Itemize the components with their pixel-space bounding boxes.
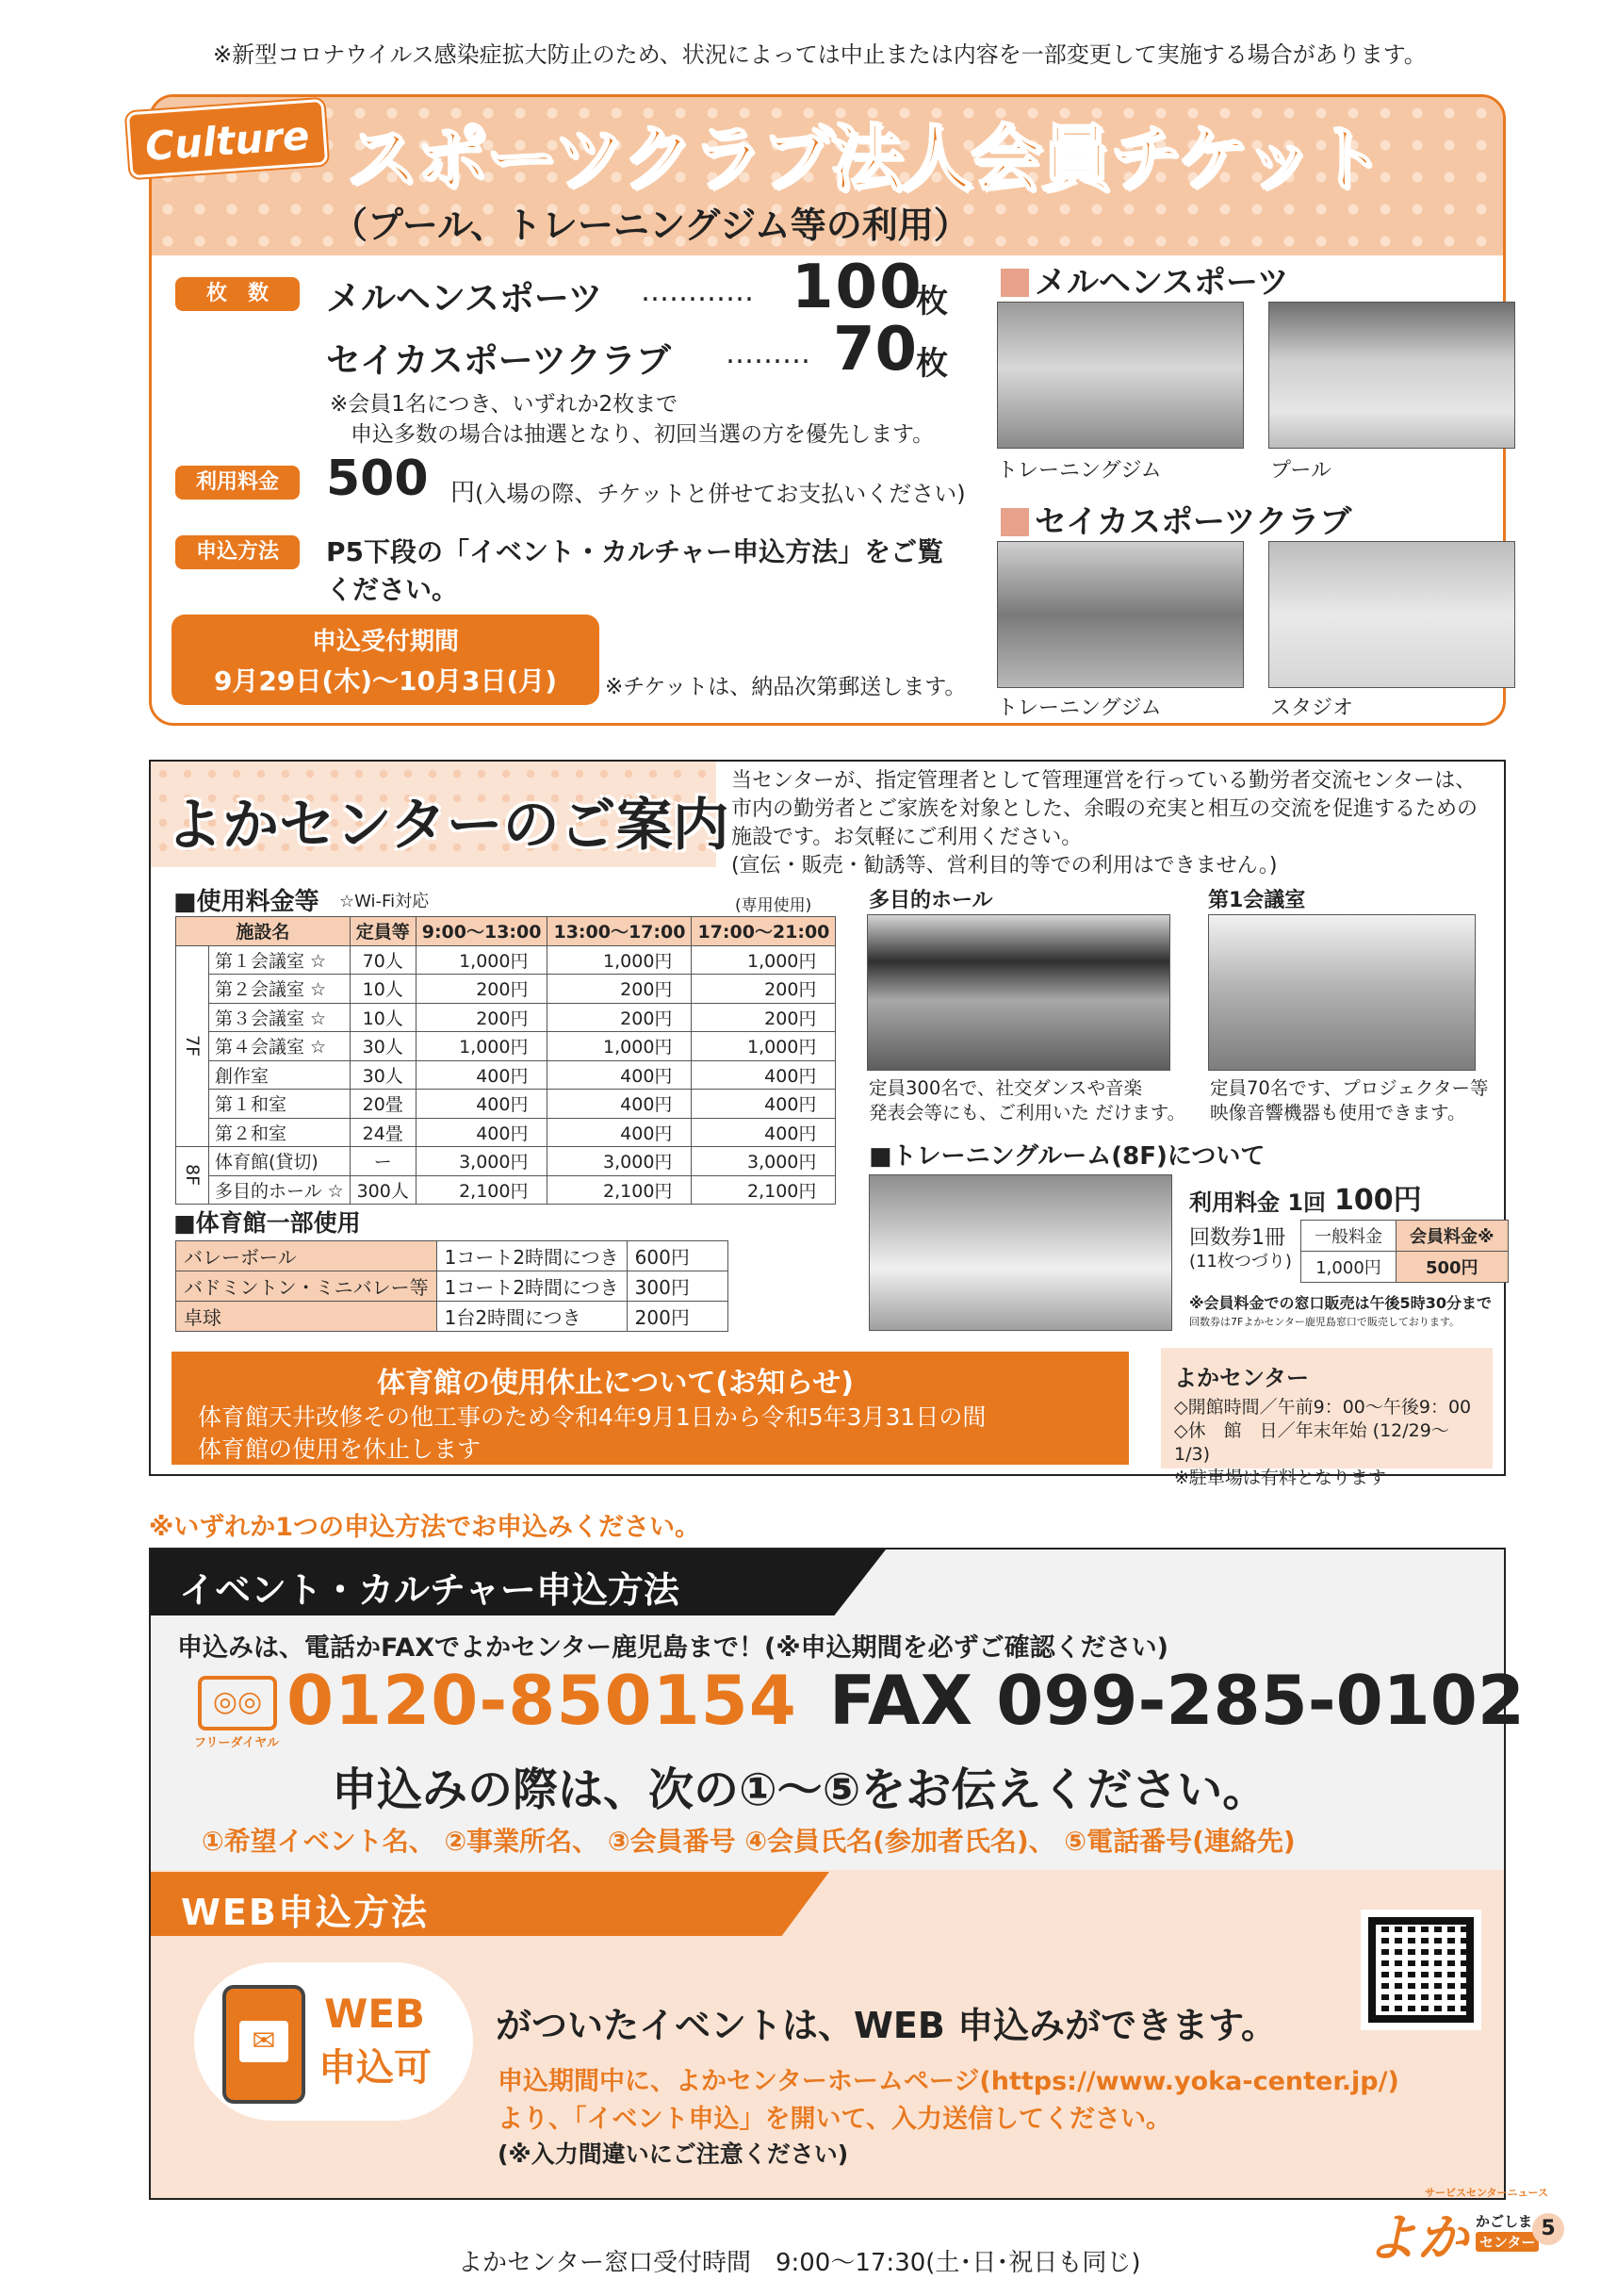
phone-number: 0120-850154 (286, 1661, 797, 1740)
photo-heading-seika (1001, 496, 1351, 542)
culture-subtitle: （プール、トレーニングジム等の利用） (332, 205, 970, 246)
table-cell: 400円 (692, 1090, 836, 1119)
caption-seika-gym: トレーニングジム (997, 697, 1162, 720)
table-cell: 第４会議室 ☆ (209, 1032, 351, 1061)
facility-fee-table (175, 916, 836, 1205)
club-2-unit: 枚 (916, 345, 948, 383)
training-fee: 100円 (1334, 1184, 1422, 1217)
table-cell: 第２和室 (209, 1118, 351, 1147)
table-row (176, 1302, 728, 1332)
table-cell: ー (350, 1147, 416, 1176)
logo-small: サービスセンターニュース (1425, 2187, 1549, 2199)
web-badge-line-1: WEB (324, 1991, 426, 2037)
room-title: 第1会議室 (1208, 889, 1306, 912)
fax-number: FAX 099-285-0102 (829, 1661, 1525, 1740)
gym-partial-table (175, 1240, 728, 1332)
table-cell: 3,000円 (547, 1147, 692, 1176)
table-row (176, 1118, 836, 1147)
table-row (176, 1271, 728, 1302)
fee-note: (入場の際、チケットと併せてお支払いください) (475, 481, 966, 507)
table-cell: 3,000円 (416, 1147, 547, 1176)
photo-seika-studio (1268, 541, 1515, 688)
coupon-note-2: 回数券は7Fよかセンター鹿児島窓口で販売しております。 (1189, 1316, 1461, 1328)
coupon-header-member: 会員料金※ (1396, 1221, 1509, 1252)
col-header: 17:00～21:00 (692, 917, 836, 946)
table-cell: 30人 (350, 1032, 416, 1061)
table-cell: 200円 (692, 1003, 836, 1032)
table-row (176, 1060, 836, 1090)
label-fee: 利用料金 (175, 466, 300, 500)
yoka-intro (731, 767, 1478, 880)
hall-title: 多目的ホール (869, 889, 993, 912)
table-cell: 1台2時間につき (436, 1302, 627, 1332)
photo-seika-gym (997, 541, 1244, 688)
photo-heading-merhen (1001, 256, 1289, 303)
closure-line-1: 体育館天井改修その他工事のため令和4年9月1日から令和5年3月31日の間 (198, 1403, 987, 1431)
photo-heading-seika-text: セイカスポーツクラブ (1035, 503, 1352, 541)
wifi-note: ☆Wi-Fi対応 (339, 892, 430, 911)
yoka-intro-line-1: 当センターが、指定管理者として管理運営を行っている勤労者交流センターは、 (731, 769, 1477, 793)
web-title: WEB申込方法 (181, 1892, 429, 1933)
table-cell: 2,100円 (416, 1175, 547, 1205)
table-cell: 第１会議室 ☆ (209, 945, 351, 975)
tablet-icon (222, 1985, 305, 2104)
qr-pattern (1368, 1917, 1474, 2023)
info-line-1: ◇開館時間／午前9：00～午後9：00 (1174, 1397, 1472, 1418)
apply-title: イベント・カルチャー申込方法 (179, 1569, 679, 1611)
caption-merhen-pool: プール (1270, 459, 1331, 483)
table-cell: 1,000円 (692, 1032, 836, 1061)
club-1-qty: 100 (792, 253, 923, 322)
training-heading: ■トレーニングルーム(8F)について (869, 1142, 1266, 1171)
label-count: 枚 数 (175, 277, 300, 311)
table-cell: 20畳 (350, 1090, 416, 1119)
yoka-intro-line-2: 市内の勤労者とご家族を対象とした、余暇の充実と相互の交流を促進するための (731, 797, 1478, 821)
table-cell: 多目的ホール ☆ (209, 1175, 351, 1205)
closure-line-2: 体育館の使用を休止します (198, 1435, 482, 1463)
table-cell: 70人 (350, 945, 416, 975)
culture-title: スポーツクラブ法人会員チケット (347, 117, 1383, 201)
apply-line: 申込みは、電話かFAXでよかセンター鹿児島まで！(※申込期間を必ずご確認ください) (177, 1633, 1168, 1663)
ticket-note-2: 申込多数の場合は抽選となり、初回当選の方を優先します。 (351, 422, 935, 447)
caption-merhen-gym: トレーニングジム (997, 459, 1162, 483)
table-row (176, 1090, 836, 1119)
table-cell: 1,000円 (547, 945, 692, 975)
col-header: 施設名 (176, 917, 351, 946)
col-header: 13:00～17:00 (547, 917, 692, 946)
fee-amount: 500 (326, 451, 429, 507)
info-line-3: ※駐車場は有料となります (1174, 1468, 1386, 1488)
coupon-note: ※会員料金での窓口販売は午後5時30分まで (1189, 1294, 1492, 1312)
apply-items: ①希望イベント名、 ②事業所名、 ③会員番号 ④会員氏名(参加者氏名)、 ⑤電話番号(連絡先) (202, 1826, 1296, 1857)
table-cell: 200円 (627, 1302, 727, 1332)
table-cell: 第１和室 (209, 1090, 351, 1119)
exclusive-note: (専用使用) (735, 896, 812, 915)
hall-caption-line-1: 定員300名で、社交ダンスや音楽 (869, 1077, 1142, 1099)
closure-notice (172, 1352, 1129, 1465)
gym-heading: ■体育館一部使用 (173, 1209, 361, 1237)
photo-conference-room (1208, 914, 1476, 1071)
table-cell: 400円 (547, 1060, 692, 1090)
caption-seika-studio: スタジオ (1270, 697, 1354, 720)
table-row (176, 975, 836, 1004)
table-cell: 2,100円 (547, 1175, 692, 1205)
table-cell: 30人 (350, 1060, 416, 1090)
table-row (176, 1175, 836, 1205)
square-bullet-icon (1001, 508, 1029, 536)
coupon-header-general: 一般料金 (1301, 1221, 1396, 1252)
table-cell: 400円 (416, 1090, 547, 1119)
coupon-value-row (1301, 1252, 1509, 1283)
club-2-qty: 70 (833, 315, 918, 385)
web-line-2: より、「イベント申込」を開いて、入力送信してください。 (498, 2105, 1171, 2134)
table-cell: 600円 (627, 1241, 727, 1271)
table-cell: 1,000円 (692, 945, 836, 975)
method-line-1: P5下段の「イベント・カルチャー申込方法」をご覧 (326, 536, 944, 567)
period-box (172, 615, 599, 705)
qr-code[interactable] (1361, 1910, 1481, 2030)
floor-cell: 8F (176, 1147, 209, 1205)
table-cell: 400円 (547, 1118, 692, 1147)
table-cell: 2,100円 (692, 1175, 836, 1205)
logo-main: よか (1366, 2208, 1468, 2268)
coupon-sub: (11枚つづり) (1189, 1252, 1292, 1271)
room-caption (1210, 1076, 1488, 1125)
table-cell: バドミントン・ミニバレー等 (176, 1271, 437, 1302)
table-cell: 1,000円 (547, 1032, 692, 1061)
col-header: 9:00～13:00 (416, 917, 547, 946)
coupon-header-row (1301, 1221, 1509, 1252)
club-1-dots: ………… (641, 275, 754, 308)
closure-title: 体育館の使用休止について(お知らせ) (377, 1367, 854, 1400)
photo-merhen-pool (1268, 302, 1515, 449)
table-cell: 200円 (547, 1003, 692, 1032)
table-cell: 1コート2時間につき (436, 1241, 627, 1271)
culture-badge: Culture (126, 99, 328, 178)
table-row (176, 1241, 728, 1271)
training-fee-label: 利用料金 1回 (1189, 1189, 1327, 1216)
info-line-2: ◇休 館 日／年末年始 (12/29～1/3) (1174, 1420, 1449, 1465)
yoka-title: よかセンターのご案内 (166, 793, 729, 859)
hall-caption (869, 1076, 1185, 1125)
table-cell: 400円 (547, 1090, 692, 1119)
table-cell: 10人 (350, 975, 416, 1004)
page-number: 5 (1532, 2213, 1564, 2245)
period-dates: 9月29日(木)～10月3日(月) (213, 665, 558, 697)
floor-cell: 7F (176, 945, 209, 1147)
coupon-value-member: 500円 (1396, 1252, 1509, 1283)
table-cell: 300円 (627, 1271, 727, 1302)
room-caption-line-1: 定員70名です、プロジェクター等 (1210, 1077, 1489, 1099)
table-cell: 第３会議室 ☆ (209, 1003, 351, 1032)
fee-heading: ■使用料金等 (173, 888, 319, 916)
photo-training-room (869, 1174, 1172, 1331)
photo-merhen-gym (997, 302, 1244, 449)
table-cell: 1,000円 (416, 945, 547, 975)
square-bullet-icon (1001, 269, 1029, 297)
method-line-2: ください。 (326, 574, 459, 605)
table-cell: バレーボール (176, 1241, 437, 1271)
table-cell: 10人 (350, 1003, 416, 1032)
coupon-value-general: 1,000円 (1301, 1252, 1396, 1283)
table-cell: 200円 (416, 1003, 547, 1032)
coupon-table (1300, 1220, 1509, 1283)
table-cell: 卓球 (176, 1302, 437, 1332)
yoka-intro-line-4: (宣伝・販売・勧誘等、営利目的等での利用はできません。) (731, 854, 1278, 877)
table-cell: 400円 (416, 1060, 547, 1090)
col-header: 定員等 (350, 917, 416, 946)
yoka-intro-line-3: 施設です。お気軽にご利用ください。 (731, 826, 1083, 849)
table-cell: 200円 (692, 975, 836, 1004)
table-cell: 400円 (416, 1118, 547, 1147)
ticket-note-1: ※会員1名につき、いずれか2枚まで (330, 392, 678, 417)
table-cell: 1,000円 (416, 1032, 547, 1061)
table-cell: 400円 (692, 1118, 836, 1147)
table-cell: 200円 (547, 975, 692, 1004)
web-line-1: 申込期間中に、よかセンターホームページ(https://www.yoka-center.jp/) (498, 2067, 1399, 2096)
table-row (176, 1032, 836, 1061)
footer-logo (1364, 2179, 1564, 2283)
web-lead: がついたイベントは、WEB 申込みができます。 (496, 2005, 1278, 2046)
hall-caption-line-2: 発表会等にも、ご利用いた だけます。 (869, 1102, 1186, 1123)
table-cell: 体育館(貸切) (209, 1147, 351, 1176)
club-2-dots: ……… (726, 337, 810, 370)
logo-sub-1: かごしま (1476, 2213, 1533, 2230)
coupon-label: 回数券1冊 (1189, 1226, 1285, 1250)
fee-unit: 円 (450, 479, 476, 507)
period-label: 申込受付期間 (311, 628, 459, 656)
table-row (176, 945, 836, 975)
table-cell: 24畳 (350, 1118, 416, 1147)
web-caution: (※入力間違いにご注意ください) (498, 2140, 849, 2168)
apply-tell: 申込みの際は、次の①～⑤をお伝えください。 (332, 1763, 1268, 1816)
logo-sub-2: センター (1476, 2232, 1539, 2252)
club-1-name: メルヘンスポーツ (326, 278, 603, 319)
table-row (176, 1147, 836, 1176)
table-cell: 400円 (692, 1060, 836, 1090)
table-cell: 200円 (416, 975, 547, 1004)
table-cell: 3,000円 (692, 1147, 836, 1176)
apply-top-note: ※いずれか1つの申込方法でお申込みください。 (149, 1513, 701, 1542)
label-method: 申込方法 (175, 535, 300, 569)
freedial-label: フリーダイヤル (194, 1736, 280, 1750)
table-cell: 1コート2時間につき (436, 1271, 627, 1302)
club-2-name: セイカスポーツクラブ (326, 340, 671, 381)
info-title: よかセンター (1174, 1365, 1310, 1391)
table-cell: 300人 (350, 1175, 416, 1205)
table-cell: 創作室 (209, 1060, 351, 1090)
envelope-icon: ✉ (239, 2021, 288, 2062)
freedial-icon: ◎◎ (198, 1676, 277, 1730)
footer-hours: よかセンター窓口受付時間 9:00～17:30(土･日･祝日も同じ) (458, 2249, 1141, 2277)
club-1-unit: 枚 (916, 283, 948, 320)
room-caption-line-2: 映像音響機器も使用できます。 (1210, 1102, 1466, 1123)
ticket-mail-note: ※チケットは、納品次第郵送します。 (605, 675, 967, 699)
table-row (176, 1003, 836, 1032)
covid-notice: ※新型コロナウイルス感染症拡大防止のため、状況によっては中止または内容を一部変更して実施する場合があります。 (213, 41, 1427, 68)
table-cell: 第２会議室 ☆ (209, 975, 351, 1004)
photo-hall (867, 914, 1170, 1071)
yoka-info-box (1161, 1348, 1493, 1488)
table-header-row (176, 917, 836, 946)
web-badge-line-2: 申込可 (318, 2046, 432, 2090)
photo-heading-merhen-text: メルヘンスポーツ (1035, 264, 1289, 302)
